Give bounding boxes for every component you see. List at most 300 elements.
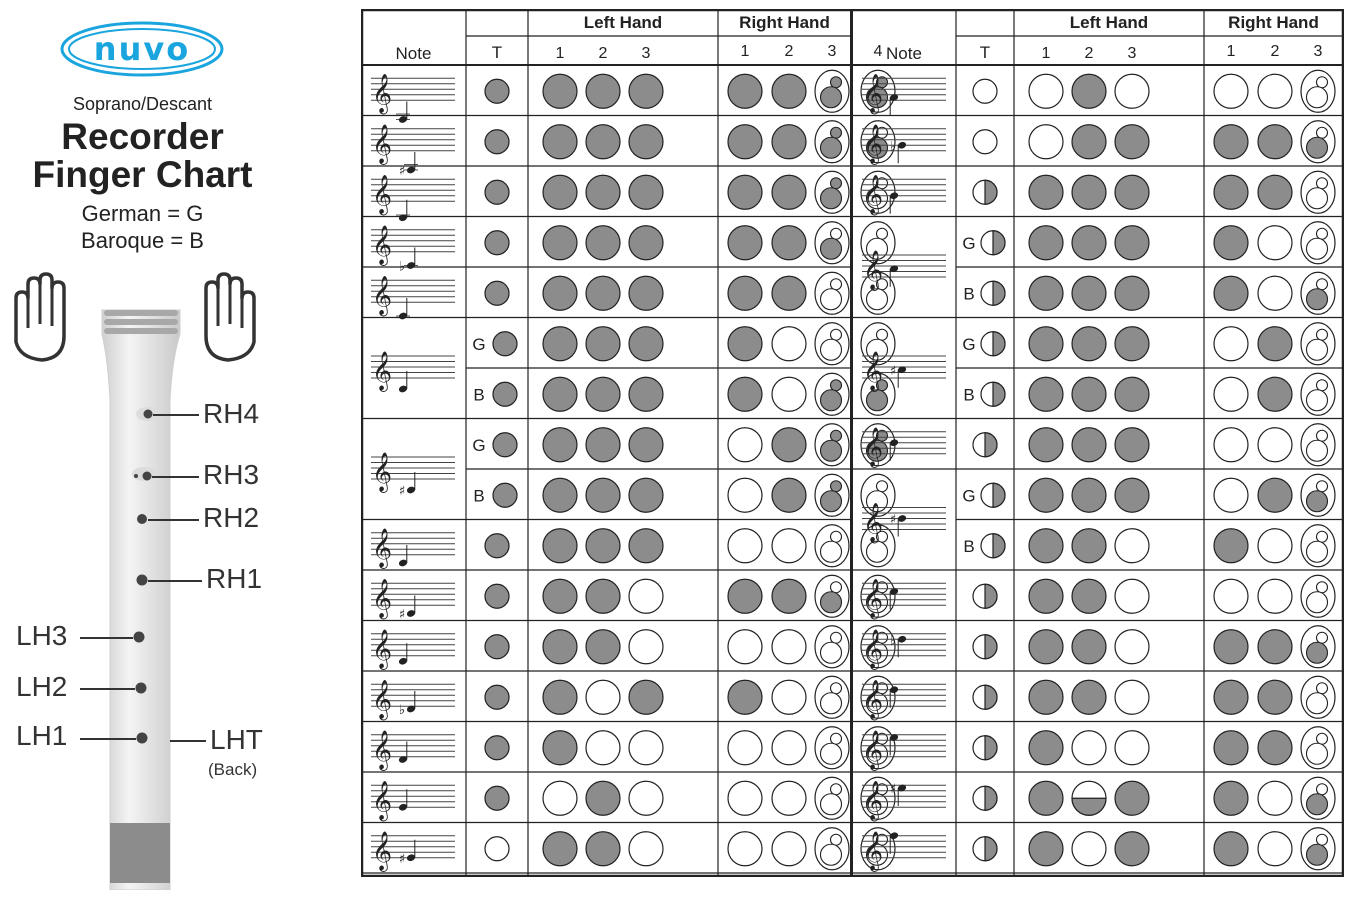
lh2-label: LH2 xyxy=(16,671,68,702)
rh-hole-2 xyxy=(772,630,806,664)
rh-double-hole-3-small xyxy=(831,77,842,88)
left-panel xyxy=(0,0,360,901)
chart-row xyxy=(361,70,895,124)
treble-clef-icon: 𝄞 xyxy=(863,679,884,720)
rh-hole-2 xyxy=(1258,125,1292,159)
lh-hole-2 xyxy=(586,226,620,260)
rh-hole-2 xyxy=(772,74,806,108)
rh-double-hole-3-small xyxy=(831,481,842,492)
lh-hole-1 xyxy=(543,428,577,462)
lh-hole-2 xyxy=(586,680,620,714)
rh-double-hole-3-small xyxy=(831,834,842,845)
lh-hole-3 xyxy=(1115,630,1149,664)
chart-row xyxy=(361,424,895,520)
lh-hole-1 xyxy=(543,630,577,664)
rh-double-hole-3-small xyxy=(1317,228,1328,239)
lh-hole-1 xyxy=(1029,125,1063,159)
rh-hole-1 xyxy=(1214,428,1248,462)
note-staff xyxy=(862,124,946,165)
chart-row xyxy=(361,727,895,772)
rh-double-hole-3-large xyxy=(1307,642,1328,663)
chart-row xyxy=(852,575,1344,620)
rh-double-hole-3-large xyxy=(1307,390,1328,411)
thumb-hole xyxy=(973,130,997,154)
german-legend: German = G xyxy=(81,201,204,226)
lh-hole-3 xyxy=(1115,327,1149,361)
lh-hole-1 xyxy=(543,731,577,765)
lh-hole-2 xyxy=(1072,226,1106,260)
right-hand-header: Right Hand xyxy=(739,13,830,32)
rh-hole-1 xyxy=(728,226,762,260)
lh-hole-3 xyxy=(629,125,663,159)
rh-hole-2 xyxy=(772,579,806,613)
treble-clef-icon: 𝄞 xyxy=(372,123,393,164)
rh-double-hole-3-small xyxy=(1317,329,1328,340)
treble-clef-icon: 𝄞 xyxy=(372,275,393,316)
rh-hole-1 xyxy=(1214,630,1248,664)
rh-hole-1 xyxy=(728,529,762,563)
rh-double-hole-3-small xyxy=(1317,834,1328,845)
chart-row xyxy=(852,70,1344,115)
thumb-hole xyxy=(973,79,997,103)
thumb-hole xyxy=(485,786,509,810)
rh-hole-1 xyxy=(1214,74,1248,108)
logo-text: nuvo xyxy=(93,30,191,68)
lh-hole-3 xyxy=(629,74,663,108)
lh-hole-3 xyxy=(629,579,663,613)
rh-double-hole-3-large xyxy=(1307,87,1328,108)
rh-double-hole-3-small xyxy=(831,531,842,542)
lh-hole-1 xyxy=(543,327,577,361)
rh-double-hole-3-small xyxy=(1317,380,1328,391)
thumb-hole-half xyxy=(993,382,1005,406)
lh-hole-1 xyxy=(543,175,577,209)
variant-label: B xyxy=(473,486,485,506)
lh-hole-3 xyxy=(1115,276,1149,310)
treble-clef-icon: 𝄞 xyxy=(863,729,884,770)
accidental-icon: ♭ xyxy=(398,703,406,718)
thumb-hole-half xyxy=(993,332,1005,356)
rh-double-hole-3-large xyxy=(821,440,842,461)
treble-clef-icon: 𝄞 xyxy=(863,628,884,669)
lh3-label: LH3 xyxy=(16,620,68,651)
treble-clef-icon: 𝄞 xyxy=(372,679,393,720)
lh-hole-2 xyxy=(586,377,620,411)
lh-hole-2 xyxy=(1072,579,1106,613)
thumb-hole-half xyxy=(993,231,1005,255)
rh-double-hole-3-large xyxy=(1307,339,1328,360)
lh-hole-1 xyxy=(1029,731,1063,765)
rh-double-hole-3-large xyxy=(821,743,842,764)
note-staff xyxy=(862,427,946,468)
lh-hole-1 xyxy=(543,226,577,260)
lh-hole-1 xyxy=(1029,529,1063,563)
variant-label: B xyxy=(963,284,975,304)
rh-hole-2 xyxy=(772,832,806,866)
rh-double-hole-3-large xyxy=(1307,794,1328,815)
lh-col-header: 2 xyxy=(598,45,608,62)
thumb-header: T xyxy=(979,43,991,62)
lh-hole-3 xyxy=(629,630,663,664)
rh-hole-1 xyxy=(1214,478,1248,512)
rh-double-hole-3-large xyxy=(821,844,842,865)
rh-hole-2 xyxy=(1258,74,1292,108)
lh-hole-3 xyxy=(1115,680,1149,714)
rh-hole-2 xyxy=(1258,377,1292,411)
lht-leader xyxy=(170,740,206,742)
rh1-leader xyxy=(148,580,202,582)
lh-hole-3 xyxy=(1115,579,1149,613)
rh-hole-1 xyxy=(1214,377,1248,411)
accidental-icon: ♯ xyxy=(398,851,406,867)
thumb-hole-half xyxy=(993,281,1005,305)
note-staff xyxy=(862,73,946,115)
lh-hole-1 xyxy=(1029,630,1063,664)
lh-hole-2 xyxy=(586,832,620,866)
note-header: Note xyxy=(886,44,922,63)
thumb-hole xyxy=(485,534,509,558)
treble-clef-icon: 𝄞 xyxy=(863,830,884,871)
right-hand-icon xyxy=(198,262,264,368)
treble-clef-icon: 𝄞 xyxy=(863,426,884,467)
lh-hole-1 xyxy=(1029,428,1063,462)
note-staff xyxy=(862,351,946,392)
chart-row xyxy=(852,727,1344,772)
rh-col-header: 4 xyxy=(873,43,883,60)
rh-double-hole-3-small xyxy=(1317,481,1328,492)
variant-label: B xyxy=(963,536,975,556)
rh-hole-1 xyxy=(1214,781,1248,815)
rh-double-hole-4-large xyxy=(867,541,888,562)
note-staff xyxy=(371,730,455,771)
note-staff xyxy=(371,351,455,393)
rh-hole-1 xyxy=(728,781,762,815)
lh-hole-2 xyxy=(586,478,620,512)
rh-hole-2 xyxy=(1258,327,1292,361)
rh2-label: RH2 xyxy=(203,502,260,533)
rh-double-hole-3-large xyxy=(1307,693,1328,714)
thumb-hole xyxy=(485,635,509,659)
rh-hole-1 xyxy=(728,832,762,866)
chart-row xyxy=(361,777,895,822)
thumb-hole-half xyxy=(985,837,997,861)
chart-row xyxy=(852,222,1344,318)
rh-hole-2 xyxy=(1258,529,1292,563)
lh-hole-2 xyxy=(1072,327,1106,361)
thumb-hole-half xyxy=(985,736,997,760)
lh-hole-2 xyxy=(1072,832,1106,866)
lh-hole-3 xyxy=(1115,175,1149,209)
rh-double-hole-3-large xyxy=(1307,137,1328,158)
rh-hole-1 xyxy=(1214,832,1248,866)
rh-hole-1 xyxy=(728,680,762,714)
lh-hole-3 xyxy=(629,529,663,563)
treble-clef-icon: 𝄞 xyxy=(372,578,393,619)
rh-double-hole-3-small xyxy=(831,733,842,744)
rh-hole-2 xyxy=(1258,226,1292,260)
rh-double-hole-3-large xyxy=(821,87,842,108)
lh-col-header: 3 xyxy=(641,45,651,62)
rh-hole-2 xyxy=(1258,680,1292,714)
rh-hole-2 xyxy=(772,781,806,815)
lh-hole-3 xyxy=(1115,478,1149,512)
note-staff xyxy=(371,831,455,872)
accidental-icon: ♭ xyxy=(889,633,897,649)
rh-double-hole-3-small xyxy=(1317,632,1328,643)
chart-row xyxy=(361,626,895,671)
rh-col-header: 3 xyxy=(1313,43,1323,60)
rh-col-header: 3 xyxy=(827,43,837,60)
lh-hole-1 xyxy=(1029,478,1063,512)
rh-hole-1 xyxy=(1214,680,1248,714)
chart-row xyxy=(852,474,1344,570)
chart-row xyxy=(852,323,1344,419)
rh-hole-1 xyxy=(728,377,762,411)
lh1-label: LH1 xyxy=(16,720,68,751)
chart-row xyxy=(361,323,895,419)
lh-hole-1 xyxy=(543,478,577,512)
rh3-label: RH3 xyxy=(203,459,260,490)
chart-row xyxy=(852,121,1344,166)
lh-hole-1 xyxy=(1029,579,1063,613)
rh-col-header: 1 xyxy=(1226,43,1236,60)
lh-hole-1 xyxy=(1029,781,1063,815)
lh-hole-3 xyxy=(1115,781,1149,815)
lh-hole-1 xyxy=(1029,74,1063,108)
title-line-2: Finger Chart xyxy=(32,154,253,195)
accidental-icon: ♯ xyxy=(889,363,897,379)
rh-double-hole-3-small xyxy=(831,430,842,441)
lh-col-header: 1 xyxy=(1041,45,1051,62)
rh-hole-1 xyxy=(728,175,762,209)
lh-hole-2-half xyxy=(1072,798,1106,815)
chart-row xyxy=(852,626,1344,671)
lh-hole-2 xyxy=(1072,377,1106,411)
subtitle: Soprano/Descant xyxy=(72,94,213,114)
thumb-hole xyxy=(493,332,517,356)
treble-clef-icon: 𝄞 xyxy=(372,452,393,492)
lh-hole-2 xyxy=(586,529,620,563)
note-staff xyxy=(862,679,946,720)
rh-double-hole-3-small xyxy=(1317,127,1328,138)
rh-double-hole-3-large xyxy=(1307,491,1328,512)
lh-col-header: 2 xyxy=(1084,45,1094,62)
lh-hole-3 xyxy=(1115,428,1149,462)
chart-row xyxy=(361,121,895,179)
rh-hole-1 xyxy=(728,74,762,108)
thumb-hole-half xyxy=(985,584,997,608)
right-hand-header: Right Hand xyxy=(1228,13,1319,32)
lh-hole-1 xyxy=(543,579,577,613)
thumb-hole-half xyxy=(985,433,997,457)
rh-hole-2 xyxy=(772,125,806,159)
rh-hole-2 xyxy=(772,680,806,714)
note-staff xyxy=(862,174,946,215)
chart-row xyxy=(852,777,1344,822)
rh4-label: RH4 xyxy=(203,398,260,429)
lh-hole-2 xyxy=(1072,74,1106,108)
lh-hole-3 xyxy=(629,428,663,462)
treble-clef-icon: 𝄞 xyxy=(372,224,393,265)
rh-hole-1 xyxy=(1214,226,1248,260)
thumb-hole-half xyxy=(993,483,1005,507)
rh3-leader xyxy=(152,476,199,478)
lh-hole-3 xyxy=(1115,226,1149,260)
note-staff xyxy=(371,73,455,124)
treble-clef-icon: 𝄞 xyxy=(372,174,393,215)
rh-hole-2 xyxy=(1258,579,1292,613)
thumb-hole-half xyxy=(985,180,997,204)
rh-hole-2 xyxy=(1258,175,1292,209)
lh-hole-1 xyxy=(543,680,577,714)
rh-hole-1 xyxy=(1214,276,1248,310)
thumb-hole xyxy=(485,736,509,760)
rh-double-hole-3-small xyxy=(831,127,842,138)
rh-hole-1 xyxy=(728,731,762,765)
rh-double-hole-3-large xyxy=(821,390,842,411)
rh-hole-2 xyxy=(772,428,806,462)
rh-double-hole-3-small xyxy=(1317,178,1328,189)
lh-hole-3 xyxy=(1115,377,1149,411)
rh-double-hole-3-small xyxy=(1317,77,1328,88)
note-staff xyxy=(371,174,455,222)
lh-hole-1 xyxy=(1029,226,1063,260)
rh-double-hole-3-large xyxy=(821,491,842,512)
lh-hole-2 xyxy=(586,781,620,815)
accidental-icon: ♯ xyxy=(398,164,406,179)
chart-row xyxy=(361,222,895,275)
rh-double-hole-3-small xyxy=(831,784,842,795)
lh-hole-3 xyxy=(629,731,663,765)
thumb-hole xyxy=(485,837,509,861)
rh-double-hole-3-large xyxy=(1307,592,1328,613)
treble-clef-icon: 𝄞 xyxy=(863,780,884,821)
chart-row xyxy=(361,525,895,570)
accidental-icon: ♭ xyxy=(889,139,897,155)
rh-hole-1 xyxy=(728,579,762,613)
variant-label: G xyxy=(962,233,976,253)
note-staff xyxy=(862,503,946,544)
lh-hole-1 xyxy=(543,781,577,815)
thumb-hole-half xyxy=(985,685,997,709)
lh-hole-2 xyxy=(1072,125,1106,159)
note-staff xyxy=(371,578,455,622)
chart-row xyxy=(361,171,895,222)
rh-double-hole-3-large xyxy=(821,794,842,815)
rh-double-hole-3-small xyxy=(831,228,842,239)
rh-double-hole-3-small xyxy=(831,329,842,340)
lh2-leader xyxy=(80,688,135,690)
variant-label: G xyxy=(472,334,486,354)
rh-double-hole-3-small xyxy=(1317,531,1328,542)
lh-hole-2 xyxy=(1072,731,1106,765)
lh-col-header: 1 xyxy=(555,45,565,62)
rh-double-hole-3-large xyxy=(1307,844,1328,865)
rh-double-hole-3-large xyxy=(821,693,842,714)
rh-double-hole-3-large xyxy=(821,592,842,613)
thumb-header: T xyxy=(491,43,503,62)
treble-clef-icon: 𝄞 xyxy=(372,527,393,568)
lh-hole-3 xyxy=(629,781,663,815)
rh-double-hole-3-small xyxy=(1317,733,1328,744)
chart-row xyxy=(852,828,1344,873)
rh-hole-1 xyxy=(728,276,762,310)
rh-double-hole-3-large xyxy=(821,188,842,209)
treble-clef-icon: 𝄞 xyxy=(863,174,884,215)
accidental-icon: ♯ xyxy=(398,484,406,499)
rh2-leader xyxy=(148,519,199,521)
rh-double-hole-3-large xyxy=(1307,541,1328,562)
rh-hole-2 xyxy=(772,276,806,310)
rh-double-hole-3-large xyxy=(1307,440,1328,461)
lh-hole-3 xyxy=(629,377,663,411)
chart-row xyxy=(361,676,895,721)
rh-hole-2 xyxy=(772,731,806,765)
rh-double-hole-3-small xyxy=(1317,683,1328,694)
rh-double-hole-4-large xyxy=(867,289,888,310)
variant-label: G xyxy=(962,486,976,506)
rh-hole-2 xyxy=(772,175,806,209)
table-2 xyxy=(852,9,1344,877)
lh-hole-2 xyxy=(586,428,620,462)
lh-hole-2 xyxy=(586,630,620,664)
rh-double-hole-4-small xyxy=(877,481,888,492)
lh3-leader xyxy=(80,637,133,639)
rh-double-hole-3-large xyxy=(1307,238,1328,259)
chart-row xyxy=(852,424,1344,469)
lh1-leader xyxy=(80,738,136,740)
rh-double-hole-3-small xyxy=(831,178,842,189)
lh-hole-1 xyxy=(543,74,577,108)
note-staff xyxy=(862,730,946,771)
rh-hole-1 xyxy=(728,125,762,159)
lh-hole-2 xyxy=(586,175,620,209)
rh-hole-2 xyxy=(772,327,806,361)
recorder-illustration xyxy=(96,300,192,890)
rh-hole-2 xyxy=(1258,630,1292,664)
rh-hole-1 xyxy=(728,478,762,512)
lh-hole-1 xyxy=(1029,680,1063,714)
rh-hole-2 xyxy=(1258,832,1292,866)
lh-hole-2 xyxy=(1072,680,1106,714)
rh-hole-1 xyxy=(1214,125,1248,159)
lh-hole-1 xyxy=(1029,175,1063,209)
treble-clef-icon: 𝄞 xyxy=(863,351,884,391)
thumb-hole xyxy=(485,231,509,255)
lh-hole-2 xyxy=(586,731,620,765)
lh-hole-3 xyxy=(1115,731,1149,765)
lh-hole-2 xyxy=(1072,428,1106,462)
table-1 xyxy=(361,9,895,877)
lh-hole-2 xyxy=(1072,630,1106,664)
lh-hole-1 xyxy=(1029,276,1063,310)
lh-hole-2 xyxy=(586,327,620,361)
note-staff xyxy=(371,679,455,720)
lh-hole-1 xyxy=(543,529,577,563)
lht-label: LHT xyxy=(210,724,263,755)
rh-double-hole-3-large xyxy=(821,137,842,158)
rh-double-hole-3-small xyxy=(831,582,842,593)
treble-clef-icon: 𝄞 xyxy=(372,729,393,770)
thumb-hole xyxy=(485,584,509,608)
rh-double-hole-3-large xyxy=(821,238,842,259)
treble-clef-icon: 𝄞 xyxy=(863,502,884,543)
rh-double-hole-4-small xyxy=(877,228,888,239)
title-line-1: Recorder xyxy=(61,116,224,157)
thumb-hole xyxy=(493,382,517,406)
lh-hole-2 xyxy=(586,579,620,613)
rh-double-hole-4-large xyxy=(867,390,888,411)
